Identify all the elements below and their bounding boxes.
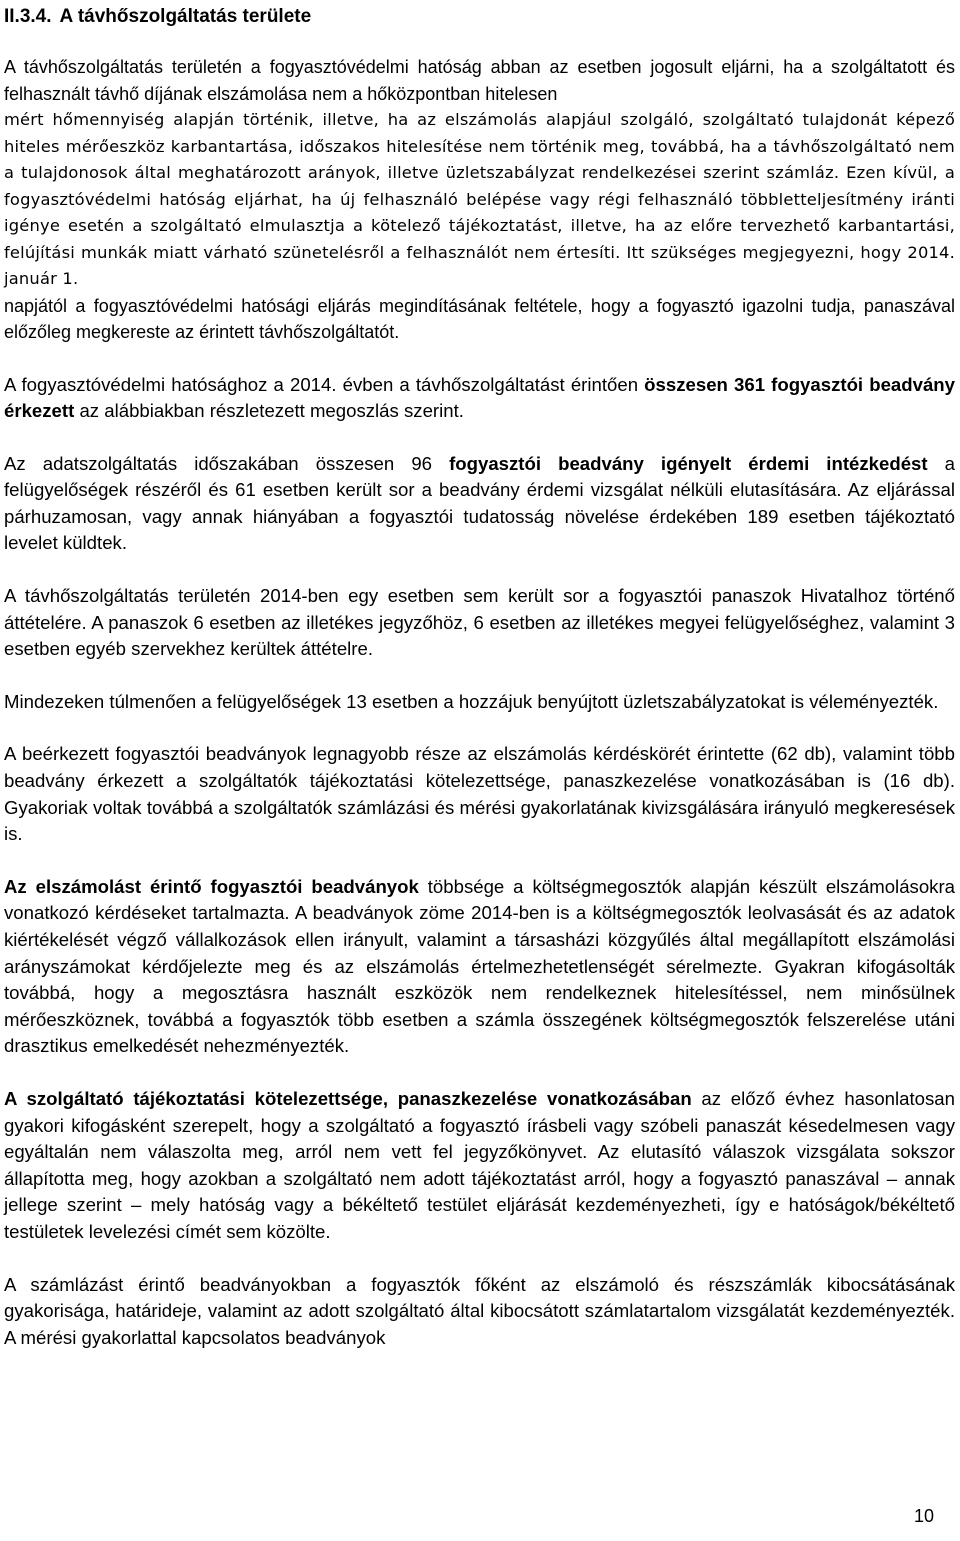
paragraph-7-bold: Az elszámolást érintő fogyasztói beadványok: [4, 875, 419, 897]
page-number: 10: [913, 1506, 934, 1526]
paragraph-7: [4, 874, 955, 1060]
paragraph-3: [4, 451, 955, 557]
paragraph-7-text: többsége a költségmegosztók alapján készült elszámolásokra vonatkozó kérdéseket tartalmazta. A beadványok zöme 2014-ben is a költségmegosztók leolvasását és az adatok kiértékelését végző vállalkozások ellen irányult, valamint a társasházi közgyűlés által megállapított elszámolási arányszámokat kérdőjelezte meg és az elszámolás értelmezhetetlenségét sérelmezte. Gyakran kifogásolták továbbá, hogy a megosztásra használt eszközök nem rendelkeznek hitelesítéssel, nem minősülnek mérőeszköznek, továbbá a fogyasztók több esetben a számla összegének költségmegosztók felszerelése utáni drasztikus emelkedését nehezményezték.: [4, 875, 956, 1057]
paragraph-1-end: [4, 293, 955, 346]
section-title: A távhőszolgáltatás területe: [59, 6, 312, 27]
paragraph-1-middle: [4, 107, 955, 293]
section-heading: [4, 4, 955, 30]
paragraph-3-text-a: Az adatszolgáltatás időszakában összesen 96: [4, 452, 450, 474]
section-number: II.3.4.: [4, 6, 52, 27]
paragraph-1-text-b: mért hőmennyiség alapján történik, illetve, ha az elszámolás alapjául szolgáló, szolgáltató tulajdonát képező hiteles mérőeszköz karbantartása, időszakos hitelesítése nem történik meg, továbbá, ha a távhőszolgáltató nem a tulajdonosok által meghatározott arányok, illetve üzletszabályzat rendelkezései szerint számláz.: [4, 110, 955, 182]
paragraph-4: A távhőszolgáltatás területén 2014-ben egy esetben sem került sor a fogyasztói panaszok Hivatalhoz történő áttételére. A panaszok 6 esetben az illetékes jegyzőhöz, 6 esetben az illetékes megyei felügyelőséghez, valamint 3 esetben egyéb szervekhez kerültek áttételre.: [4, 585, 955, 660]
paragraph-3-bold: fogyasztói beadvány igényelt érdemi intézkedést: [449, 452, 928, 474]
paragraph-1-text-a: A távhőszolgáltatás területén a fogyasztóvédelmi hatóság abban az esetben jogosult eljárni, ha a szolgáltatott és felhasznált távhő díjának elszámolása nem a hőközpontban hitelesen: [4, 57, 955, 104]
document-page: [4, 0, 955, 1351]
paragraph-2-bold: összesen 361 fogyasztói beadvány érkezett: [4, 373, 955, 422]
paragraph-8: [4, 1086, 955, 1246]
paragraph-1-lead: [4, 54, 955, 107]
paragraph-3-text-c: a felügyelőségek részéről és 61 esetben került sor a beadvány érdemi vizsgálat nélküli elutasítására. Az eljárással párhuzamosan, vagy annak hiányában a fogyasztói tudatosság növelése érdekében 189 esetben tájékoztató levelet küldtek.: [4, 452, 956, 554]
paragraph-2-text-c: az alábbiakban részletezett megoszlás szerint.: [74, 400, 464, 422]
paragraph-8-text: az előző évhez hasonlatosan gyakori kifogásként szerepelt, hogy a szolgáltató a fogyasztó írásbeli vagy szóbeli panaszát késedelmesen vagy egyáltalán nem válaszolta meg, arról nem vett fel jegyzőkönyvet. Az elutasító válaszok vizsgálata sokszor állapította meg, hogy azokban a szolgáltató nem adott tájékoztatást arról, hogy a fogyasztó panaszával – annak jellege szerint – mely hatóság vagy a békéltető testület eljárását kezdeményezheti, így e hatóságok/békéltető testületek levelezési címét sem közölte.: [4, 1087, 955, 1242]
paragraph-6: A beérkezett fogyasztói beadványok legnagyobb része az elszámolás kérdéskörét érintette (62 db), valamint több beadvány érkezett a szolgáltatók tájékoztatási kötelezettsége, panaszkezelése vonatkozásában is (16 db). Gyakoriak voltak továbbá a szolgáltatók számlázási és mérési gyakorlatának kivizsgálására irányuló megkeresések is.: [4, 743, 955, 845]
paragraph-2: [4, 372, 955, 425]
paragraph-9: A számlázást érintő beadványokban a fogyasztók főként az elszámoló és részszámlák kibocsátásának gyakorisága, határideje, valamint az adott szolgáltató által kibocsátott számlatartalom vizsgálatát kezdeményezték. A mérési gyakorlattal kapcsolatos beadványok: [4, 1273, 955, 1348]
paragraph-5: Mindezeken túlmenően a felügyelőségek 13 esetben a hozzájuk benyújtott üzletszabályzatokat is véleményezték.: [4, 690, 939, 712]
paragraph-8-bold: A szolgáltató tájékoztatási kötelezettsége, panaszkezelése vonatkozásában: [4, 1087, 692, 1109]
paragraph-2-text-a: A fogyasztóvédelmi hatósághoz a 2014. évben a távhőszolgáltatást érintően: [4, 373, 645, 395]
paragraph-1-text-d: napjától a fogyasztóvédelmi hatósági eljárás megindításának feltétele, hogy a fogyasztó igazolni tudja, panaszával előzőleg megkereste az érintett távhőszolgáltatót.: [4, 295, 955, 342]
paragraph-1-text-c: Ezen kívül, a fogyasztóvédelmi hatóság eljárhat, ha új felhasználó belépése vagy régi felhasználó többletteljesítmény iránti igénye esetén a szolgáltató elmulasztja a kötelező tájékoztatást, illetve, ha az előre tervezhető karbantartási, felújítási munkák miatt várható szünetelésről a felhasználót nem értesíti. Itt szükséges megjegyezni, hogy 2014. január 1.: [4, 163, 955, 288]
